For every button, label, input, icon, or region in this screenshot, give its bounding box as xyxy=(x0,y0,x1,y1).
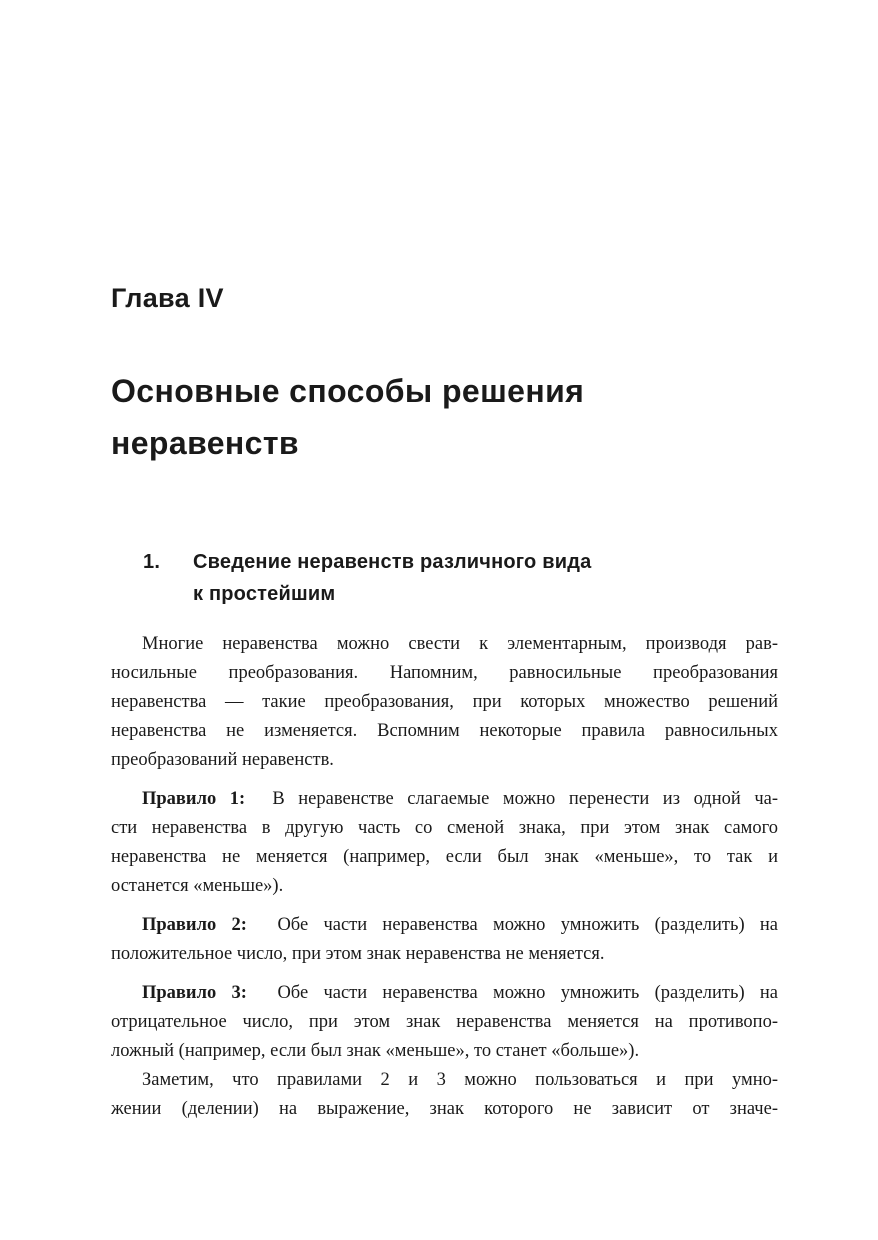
chapter-title-line: неравенств xyxy=(111,425,299,461)
text-line: неравенства — такие преобразования, при которых множество решений xyxy=(111,692,778,712)
text-line: жении (делении) на выражение, знак которого не зависит от значе- xyxy=(111,1099,778,1119)
rule-label: Правило 2: xyxy=(142,915,247,935)
text-line: Многие неравенства можно свести к элементарным, производя рав- xyxy=(142,634,778,654)
text-line: Заметим, что правилами 2 и 3 можно пользоваться и при умно- xyxy=(142,1070,778,1090)
text-line: носильные преобразования. Напомним, равносильные преобразования xyxy=(111,663,778,683)
text-line: положительное число, при этом знак неравенства не меняется. xyxy=(111,944,605,964)
rule-text: Обе части неравенства можно умножить (разделить) на xyxy=(277,915,778,935)
rule-1-paragraph xyxy=(111,785,778,901)
section-title-line: к простейшим xyxy=(193,583,336,605)
text-line: преобразований неравенств. xyxy=(111,750,334,770)
rule-2-paragraph xyxy=(111,911,778,969)
text-line: отрицательное число, при этом знак неравенства меняется на противопо- xyxy=(111,1012,778,1032)
text-line xyxy=(111,979,778,1008)
note-paragraph xyxy=(111,1066,778,1124)
chapter-title-line: Основные способы решения xyxy=(111,373,585,409)
body-text xyxy=(111,630,778,1124)
chapter-label: Глава IV xyxy=(111,283,224,313)
rule-text: В неравенстве слагаемые можно перенести из одной ча- xyxy=(272,789,779,809)
section-title xyxy=(193,546,773,610)
text-line: ложный (например, если был знак «меньше», то станет «больше»). xyxy=(111,1041,640,1061)
text-line: останется «меньше»). xyxy=(111,876,284,896)
text-line: неравенства не меняется (например, если был знак «меньше», то так и xyxy=(111,847,778,867)
chapter-title xyxy=(111,365,791,469)
rule-3-paragraph xyxy=(111,979,778,1066)
section-number: 1. xyxy=(143,551,161,573)
section-title-line: Сведение неравенств различного вида xyxy=(193,551,592,573)
rule-label: Правило 3: xyxy=(142,983,247,1003)
text-line xyxy=(111,785,778,814)
rule-label: Правило 1: xyxy=(142,789,246,809)
rule-text: Обе части неравенства можно умножить (разделить) на xyxy=(277,983,778,1003)
text-line: неравенства не изменяется. Вспомним некоторые правила равносильных xyxy=(111,721,778,741)
intro-paragraph xyxy=(111,630,778,775)
text-line: сти неравенства в другую часть со сменой знака, при этом знак самого xyxy=(111,818,778,838)
text-line xyxy=(111,911,778,940)
